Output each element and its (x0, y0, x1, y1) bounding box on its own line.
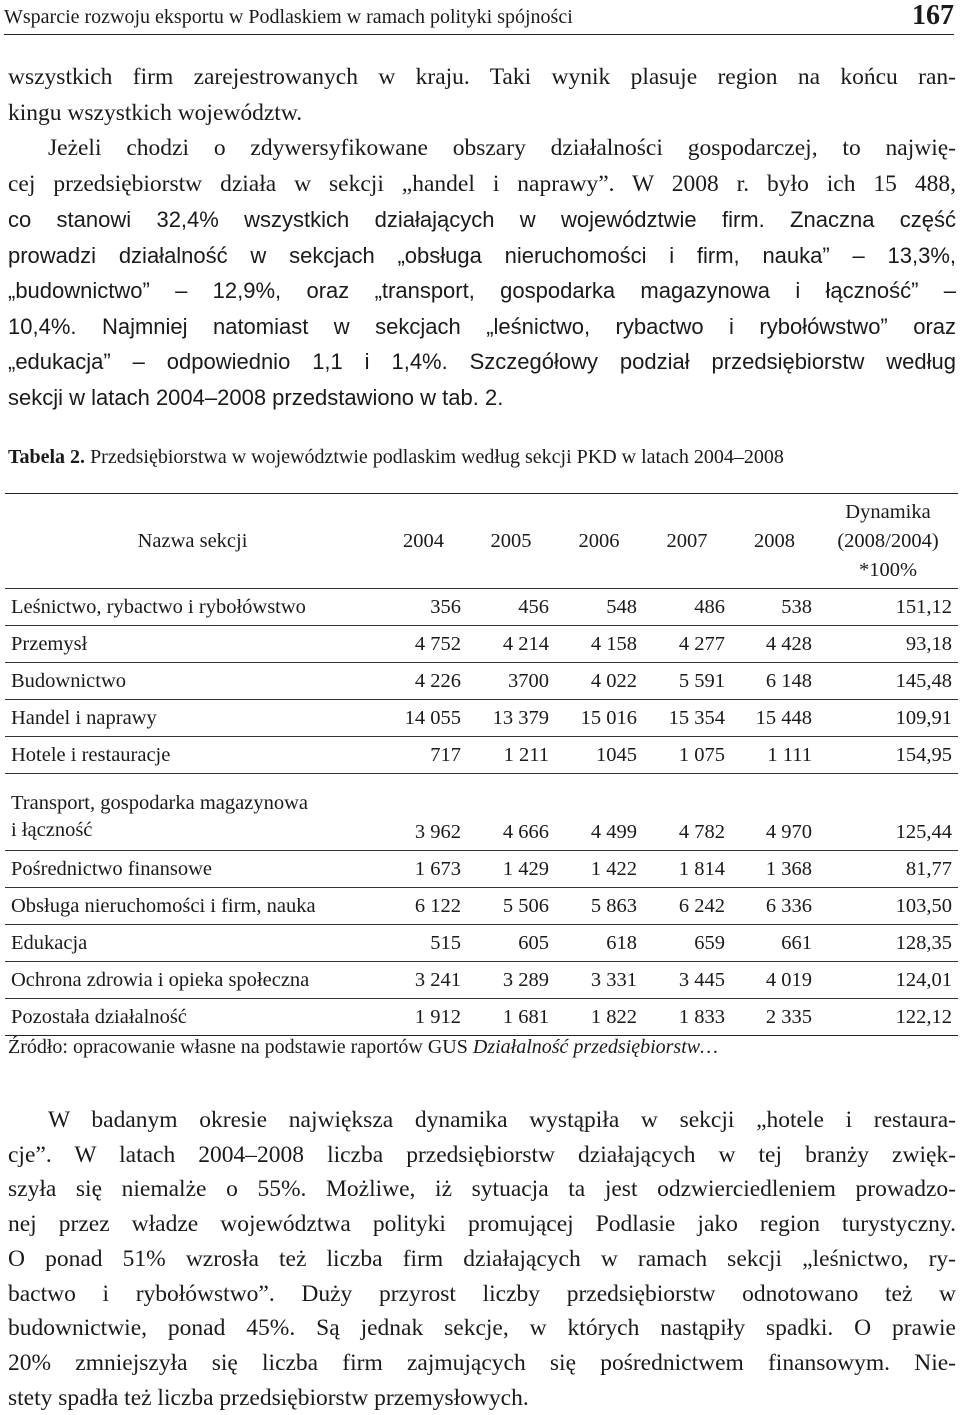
row-label (5, 774, 380, 851)
header-line: (2008/2004) (837, 529, 939, 552)
table-cell: 538 (731, 589, 818, 626)
table-cell: 145,48 (818, 663, 958, 700)
text-line: 10,4%. Najmniej natomiast w sekcjach „leśnictwo, rybactwo i rybołówstwo” oraz (8, 313, 956, 339)
text-line: co stanowi 32,4% wszystkich działających w województwie firm. Znaczna część (8, 207, 956, 232)
table-cell: 3 962 (380, 774, 467, 851)
table-cell: 661 (731, 925, 818, 962)
table-row (5, 925, 958, 962)
row-label: Obsługa nieruchomości i firm, nauka (5, 888, 380, 925)
column-header: 2005 (467, 494, 555, 589)
table-cell: 659 (643, 925, 731, 962)
table-cell: 4 226 (380, 663, 467, 700)
table-cell: 6 148 (731, 663, 818, 700)
table-row (5, 962, 958, 999)
table-row (5, 737, 958, 774)
table-cell: 128,35 (818, 925, 958, 962)
text-line: cej przedsiębiorstw działa w sekcji „handel i naprawy”. W 2008 r. było ich 15 488, (8, 170, 956, 197)
table-cell: 6 336 (731, 888, 818, 925)
text-line: „budownictwo” – 12,9%, oraz „transport, gospodarka magazynowa i łączność” – (8, 278, 956, 303)
table-cell: 1 429 (467, 851, 555, 888)
table-cell: 15 016 (555, 700, 643, 737)
text-line: 20% zmniejszyła się liczba firm zajmujących się pośrednictwem finansowym. Nie- (8, 1349, 956, 1376)
row-label: Ochrona zdrowia i opieka społeczna (5, 962, 380, 999)
table-cell: 2 335 (731, 999, 818, 1036)
table-cell: 122,12 (818, 999, 958, 1036)
table-cell: 4 214 (467, 626, 555, 663)
table-cell: 486 (643, 589, 731, 626)
table-cell: 15 354 (643, 700, 731, 737)
table-cell: 154,95 (818, 737, 958, 774)
table-cell: 6 242 (643, 888, 731, 925)
column-header: 2004 (380, 494, 467, 589)
table-row (5, 999, 958, 1036)
text-line: cje”. W latach 2004–2008 liczba przedsiębiorstw działających w tej branży zwięk- (8, 1141, 956, 1168)
table-row (5, 888, 958, 925)
table-cell: 548 (555, 589, 643, 626)
row-label-line: Transport, gospodarka magazynowa (11, 792, 308, 814)
table-cell: 5 506 (467, 888, 555, 925)
column-header-dynamics (818, 494, 958, 589)
table-cell: 1 814 (643, 851, 731, 888)
table-cell: 13 379 (467, 700, 555, 737)
row-label: Budownictwo (5, 663, 380, 700)
table-cell: 14 055 (380, 700, 467, 737)
table-row (5, 589, 958, 626)
source-label: Źródło: opracowanie własne na podstawie raportów GUS (8, 1036, 473, 1058)
text-line: „edukacja” – odpowiednio 1,1 i 1,4%. Szczegółowy podział przedsiębiorstw według (8, 349, 956, 374)
data-table (5, 493, 958, 1036)
text-line: bactwo i rybołówstwo”. Duży przyrost liczby przedsiębiorstw odnotowano też w (8, 1280, 956, 1307)
text-line: Jeżeli chodzi o zdywersyfikowane obszary działalności gospodarczej, to najwię- (48, 135, 956, 161)
text-line: stety spadła też liczba przedsiębiorstw przemysłowych. (8, 1384, 529, 1411)
table-cell: 103,50 (818, 888, 958, 925)
table-cell: 1 422 (555, 851, 643, 888)
paragraph-analysis (8, 1103, 956, 1415)
table-cell: 1 833 (643, 999, 731, 1036)
row-label: Leśnictwo, rybactwo i rybołówstwo (5, 589, 380, 626)
table-cell: 1 681 (467, 999, 555, 1036)
table-row (5, 663, 958, 700)
table-cell: 4 782 (643, 774, 731, 851)
source-title: Działalność przedsiębiorstw… (472, 1036, 718, 1058)
text-line: prowadzi działalność w sekcjach „obsługa nieruchomości i firm, nauka” – 13,3%, (8, 242, 956, 268)
row-label: Edukacja (5, 925, 380, 962)
table-cell: 4 277 (643, 626, 731, 663)
table-cell: 1 075 (643, 737, 731, 774)
table-row (5, 851, 958, 888)
running-header (4, 0, 954, 35)
table-cell: 125,44 (818, 774, 958, 851)
text-line: kingu wszystkich województw. (8, 99, 303, 126)
table-cell: 4 666 (467, 774, 555, 851)
table-cell: 1 368 (731, 851, 818, 888)
table-cell: 5 591 (643, 663, 731, 700)
text-line: O ponad 51% wzrosła też liczba firm działających w ramach sekcji „leśnictwo, ry- (8, 1245, 956, 1272)
table-row (5, 774, 958, 851)
paragraph-intro (8, 60, 956, 415)
column-header: 2008 (731, 494, 818, 589)
table-cell: 4 499 (555, 774, 643, 851)
table-row (5, 626, 958, 663)
table-cell: 5 863 (555, 888, 643, 925)
row-label: Przemysł (5, 626, 380, 663)
table-cell: 4 019 (731, 962, 818, 999)
table-cell: 15 448 (731, 700, 818, 737)
table-cell: 717 (380, 737, 467, 774)
table-cell: 1 673 (380, 851, 467, 888)
header-line: Dynamika (845, 500, 931, 523)
table-cell: 4 158 (555, 626, 643, 663)
table-cell: 515 (380, 925, 467, 962)
table-cell: 1 111 (731, 737, 818, 774)
table-cell: 3 289 (467, 962, 555, 999)
table-cell: 1045 (555, 737, 643, 774)
column-header: 2007 (643, 494, 731, 589)
table-cell: 4 428 (731, 626, 818, 663)
table-cell: 6 122 (380, 888, 467, 925)
table-row (5, 700, 958, 737)
text-line: wszystkich firm zarejestrowanych w kraju. Taki wynik plasuje region na końcu ran- (8, 64, 956, 90)
row-label: Hotele i restauracje (5, 737, 380, 774)
row-label-line: i łączność (11, 819, 93, 841)
table-cell: 456 (467, 589, 555, 626)
table-cell: 356 (380, 589, 467, 626)
column-header: Nazwa sekcji (5, 494, 380, 589)
column-header: 2006 (555, 494, 643, 589)
table-cell: 3 241 (380, 962, 467, 999)
text-line: budownictwie, ponad 45%. Są jednak sekcje, w których nastąpiły spadki. O prawie (8, 1315, 956, 1342)
table-cell: 618 (555, 925, 643, 962)
table-caption-text: Przedsiębiorstwa w województwie podlaskim według sekcji PKD w latach 2004–2008 (90, 446, 784, 468)
table-cell: 1 912 (380, 999, 467, 1036)
table-cell: 4 970 (731, 774, 818, 851)
text-line: sekcji w latach 2004–2008 przedstawiono w tab. 2. (8, 384, 504, 410)
table-header-row (5, 494, 958, 589)
table-cell: 3700 (467, 663, 555, 700)
row-label: Pozostała działalność (5, 999, 380, 1036)
table-source-note (8, 1036, 718, 1059)
text-line: nej przez władze województwa polityki promującej Podlasie jako region turystyczny. (8, 1211, 956, 1238)
table-cell: 124,01 (818, 962, 958, 999)
table-cell: 1 211 (467, 737, 555, 774)
table-cell: 4 022 (555, 663, 643, 700)
header-line: *100% (858, 558, 918, 581)
table-caption-label: Tabela 2. (8, 446, 86, 468)
table-cell: 81,77 (818, 851, 958, 888)
text-line: W badanym okresie największa dynamika wystąpiła w sekcji „hotele i restaura- (48, 1107, 956, 1133)
table-caption (8, 446, 784, 469)
text-line: szyła się niemalże o 55%. Możliwe, iż sytuacja ta jest odzwierciedleniem prowadzo- (8, 1176, 956, 1203)
table-cell: 151,12 (818, 589, 958, 626)
page-number: 167 (912, 0, 954, 31)
table-cell: 1 822 (555, 999, 643, 1036)
table-cell: 93,18 (818, 626, 958, 663)
table-cell: 3 445 (643, 962, 731, 999)
row-label: Handel i naprawy (5, 700, 380, 737)
running-header-title: Wsparcie rozwoju eksportu w Podlaskiem w ramach polityki spójności (4, 6, 573, 28)
table-cell: 109,91 (818, 700, 958, 737)
table-cell: 4 752 (380, 626, 467, 663)
table-cell: 3 331 (555, 962, 643, 999)
table-cell: 605 (467, 925, 555, 962)
row-label: Pośrednictwo finansowe (5, 851, 380, 888)
